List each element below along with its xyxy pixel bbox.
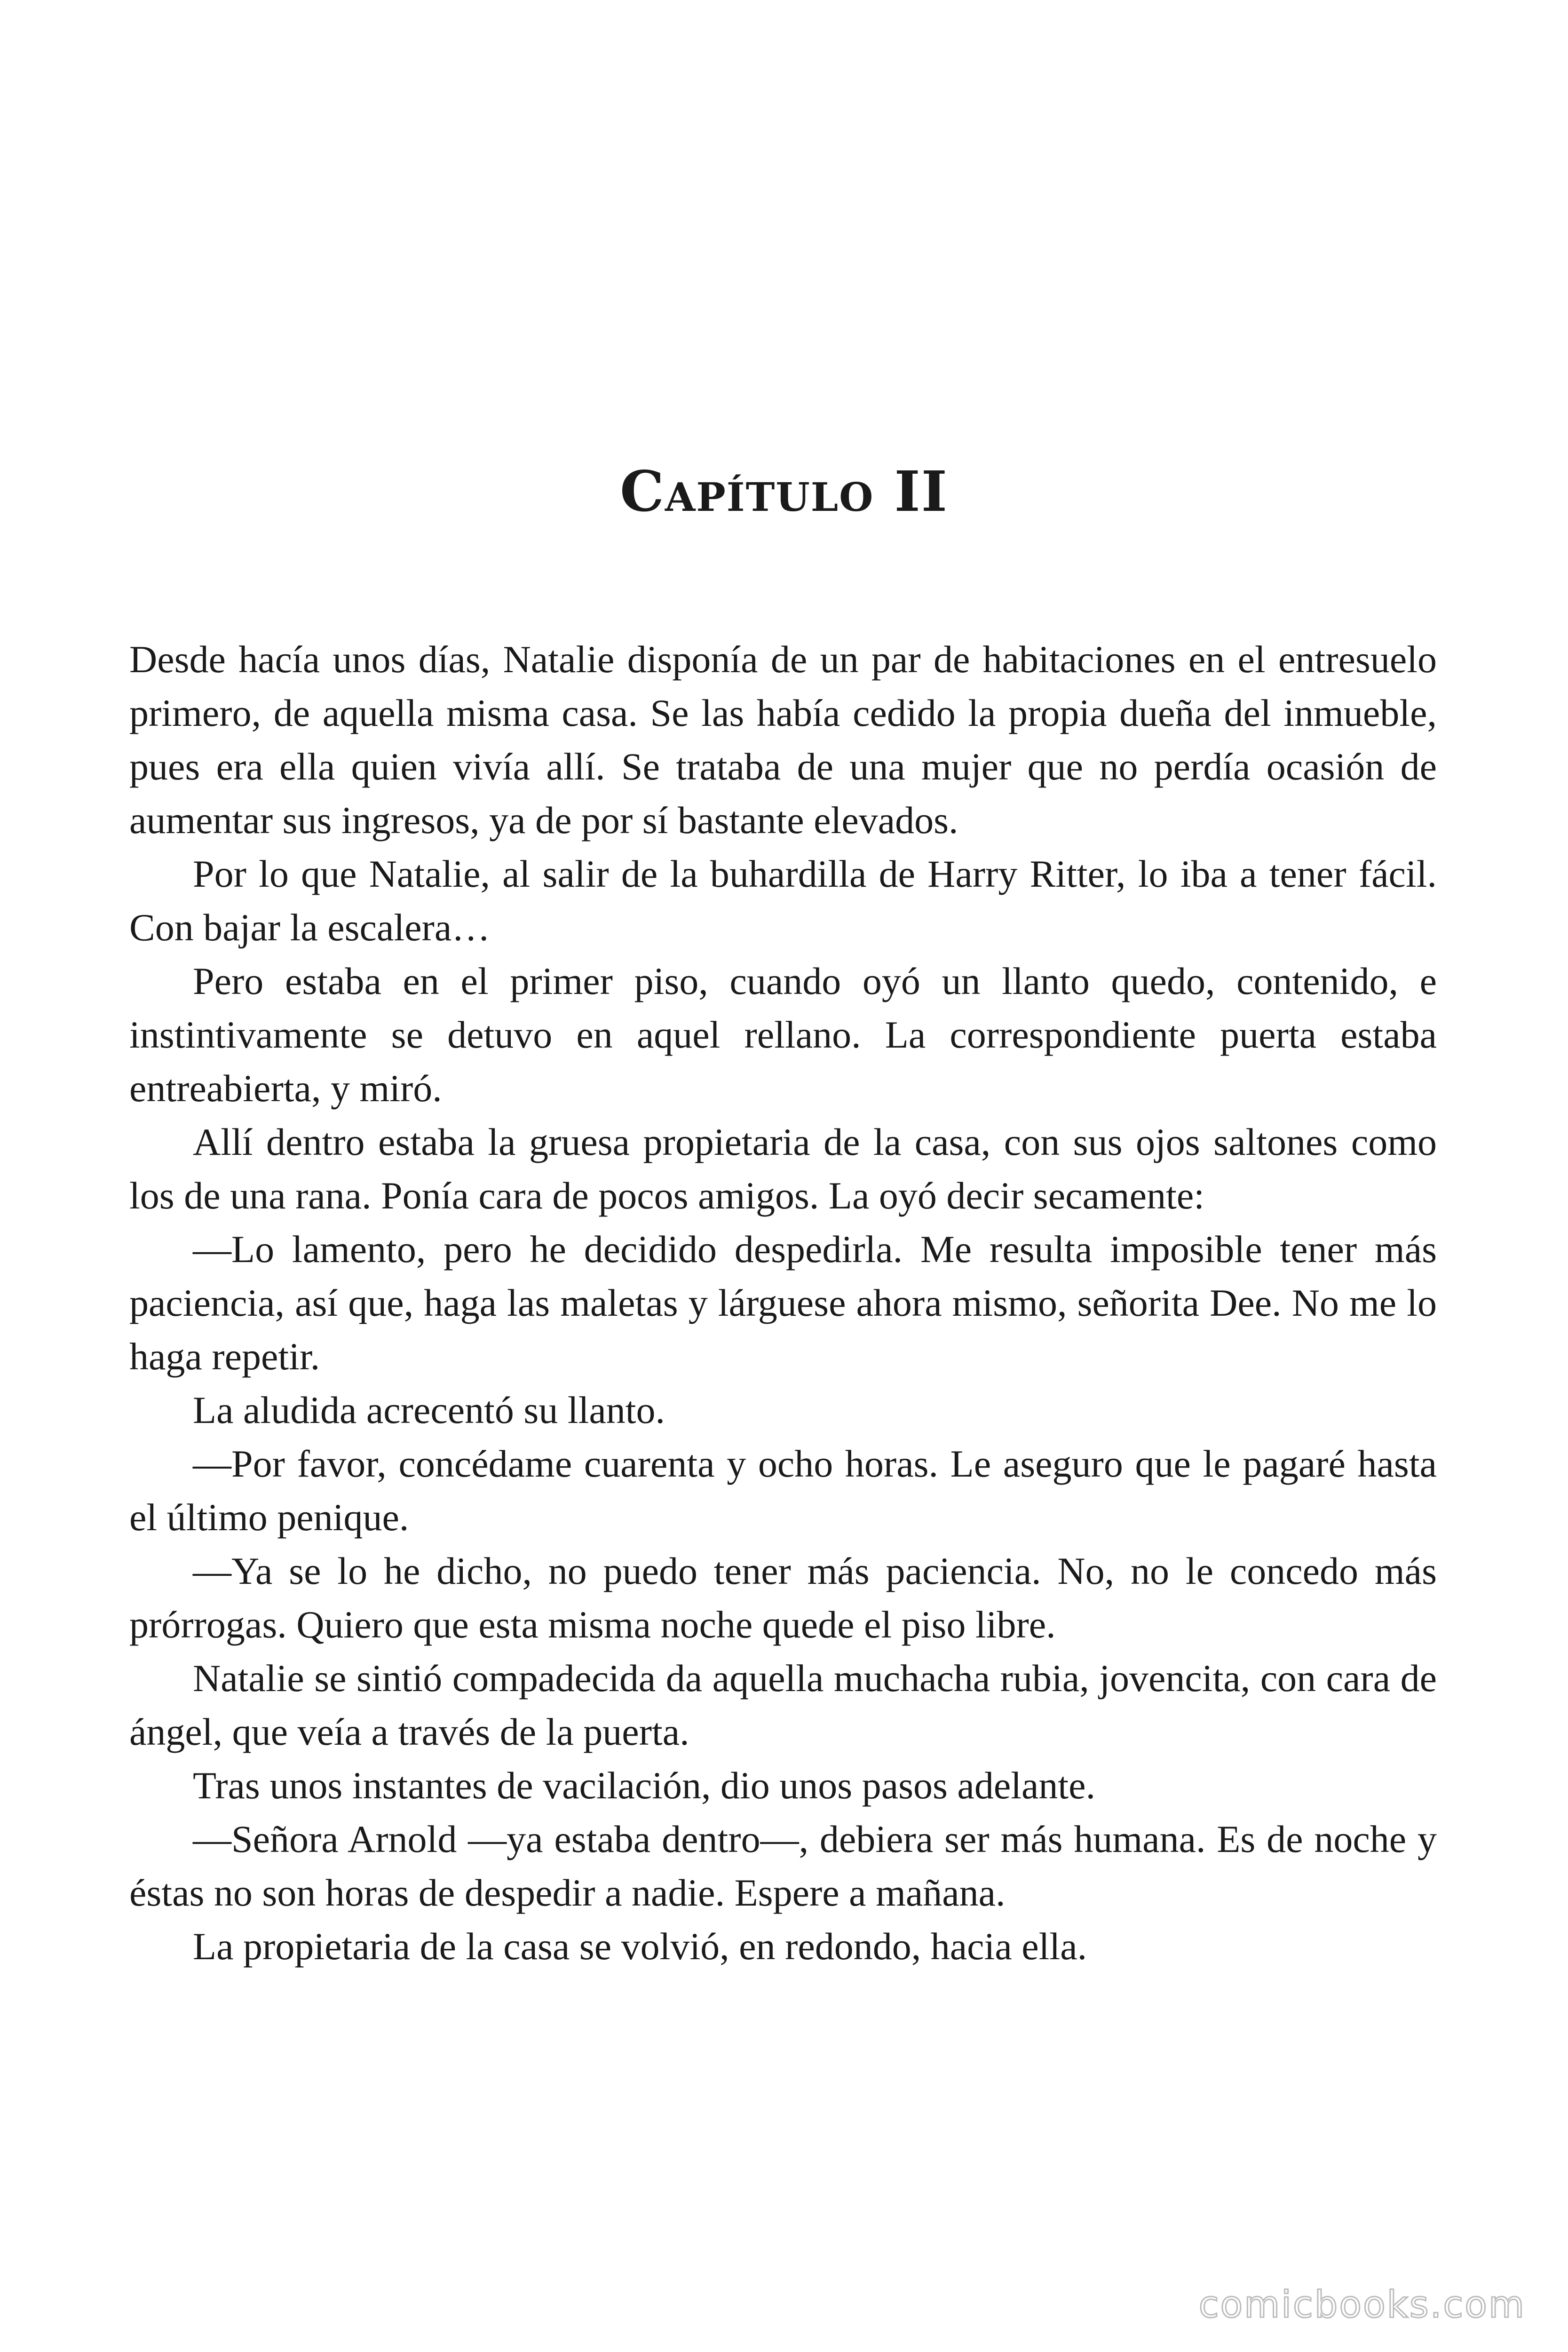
chapter-title: Capítulo II bbox=[620, 459, 948, 524]
paragraph: La propietaria de la casa se volvió, en redondo, hacia ella. bbox=[193, 1925, 1087, 1968]
paragraph: Por lo que Natalie, al salir de la buhardilla de Harry Ritter, lo iba a tener fácil. Con bajar la escalera… bbox=[129, 852, 1437, 949]
paragraph: Natalie se sintió compadecida da aquella muchacha rubia, jovencita, con cara de ángel, que veía a través de la puerta. bbox=[129, 1657, 1437, 1753]
paragraph: Pero estaba en el primer piso, cuando oyó un llanto quedo, contenido, e instintivamente se detuvo en aquel rellano. La correspondiente puerta estaba entreabierta, y miró. bbox=[129, 960, 1437, 1110]
paragraph: Allí dentro estaba la gruesa propietaria de la casa, con sus ojos saltones como los de una rana. Ponía cara de pocos amigos. La oyó decir secamente: bbox=[129, 1120, 1437, 1217]
paragraph: La aludida acrecentó su llanto. bbox=[193, 1389, 665, 1431]
chapter-body bbox=[129, 633, 1437, 1973]
watermark: comicbooks.com bbox=[1198, 2284, 1526, 2326]
paragraph: Tras unos instantes de vacilación, dio unos pasos adelante. bbox=[193, 1764, 1096, 1807]
paragraph: —Señora Arnold —ya estaba dentro—, debiera ser más humana. Es de noche y éstas no son horas de despedir a nadie. Espere a mañana. bbox=[129, 1818, 1437, 1914]
paragraph: —Ya se lo he dicho, no puedo tener más paciencia. No, no le concedo más prórrogas. Quiero que esta misma noche quede el piso libre. bbox=[129, 1549, 1437, 1646]
paragraph: —Lo lamento, pero he decidido despedirla. Me resulta imposible tener más paciencia, así que, haga las maletas y lárguese ahora mismo, señorita Dee. No me lo haga repetir. bbox=[129, 1228, 1437, 1378]
paragraph: —Por favor, concédame cuarenta y ocho horas. Le aseguro que le pagaré hasta el último penique. bbox=[129, 1442, 1437, 1539]
paragraph: Desde hacía unos días, Natalie disponía de un par de habitaciones en el entresuelo primero, de aquella misma casa. Se las había cedido la propia dueña del inmueble, pues era ella quien vivía allí. Se trataba de una mujer que no perdía ocasión de aumentar sus ingresos, ya de por sí bastante elevados. bbox=[129, 638, 1437, 842]
